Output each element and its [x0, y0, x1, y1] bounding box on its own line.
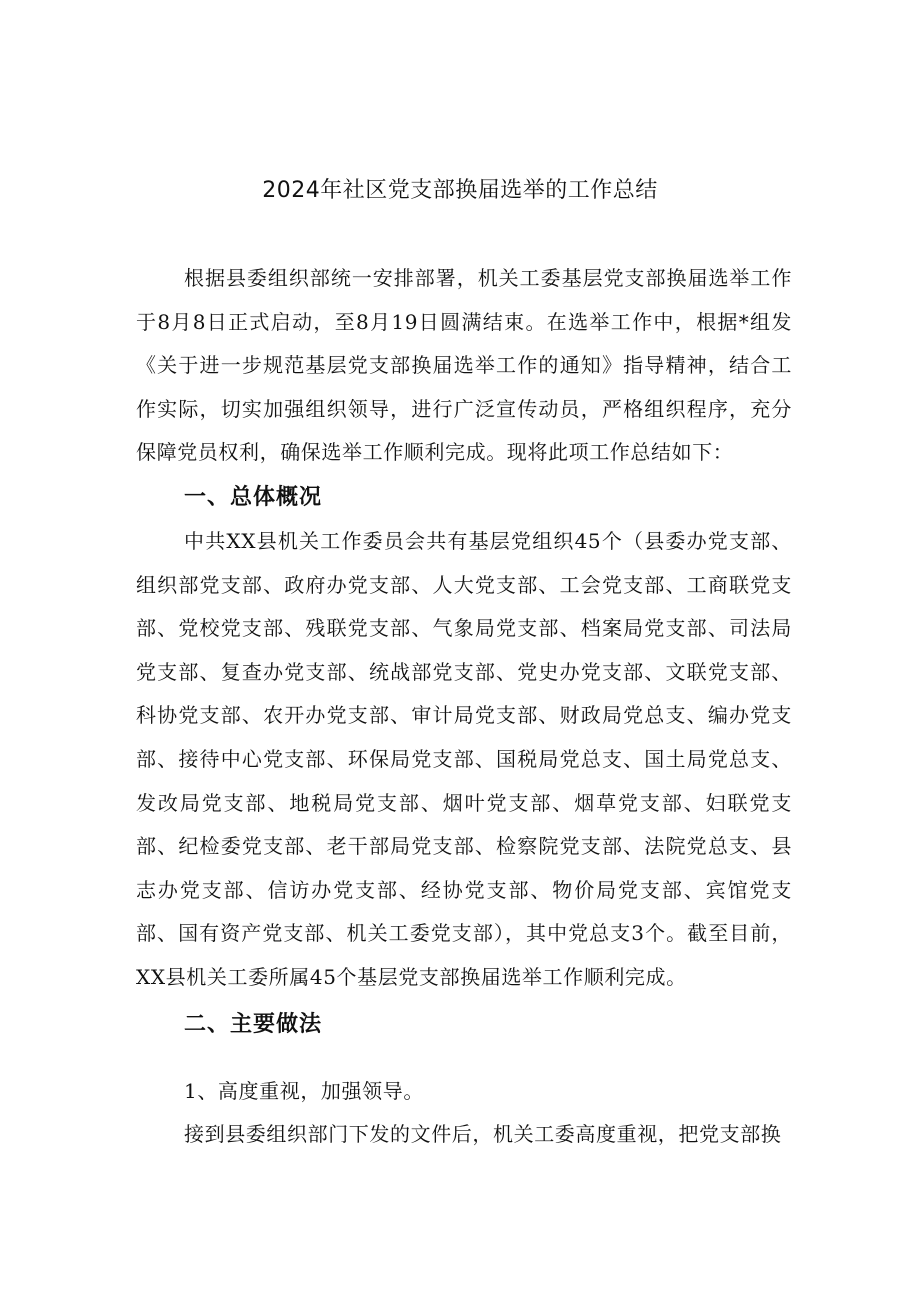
section-1-paragraph: 中共XX县机关工作委员会共有基层党组织45个（县委办党支部、组织部党支部、政府办党支部、人大党支部、工会党支部、工商联党支部、党校党支部、残联党支部、气象局党支部、档案局党支部、司法局党支部、复查办党支部、统战部党支部、党史办党支部、文联党支部、科协党支部、农开办党支部、审计局党支部、财政局党总支、编办党支部、接待中心党支部、环保局党支部、国税局党总支、国土局党总支、发改局党支部、地税局党支部、烟叶党支部、烟草党支部、妇联党支部、纪检委党支部、老干部局党支部、检察院党支部、法院党总支、县志办党支部、信访办党支部、经协党支部、物价局党支部、宾馆党支部、国有资产党支部、机关工委党支部），其中党总支3个。截至目前，XX县机关工委所属45个基层党支部换届选举工作顺利完成。: [136, 529, 792, 989]
intro-paragraph: 根据县委组织部统一安排部署，机关工委基层党支部换届选举工作于8月8日正式启动，至8月19日圆满结束。在选举工作中，根据*组发《关于进一步规范基层党支部换届选举工作的通知》指导精神，结合工作实际，切实加强组织领导，进行广泛宣传动员，严格组织程序，充分保障党员权利，确保选举工作顺利完成。现将此项工作总结如下：: [136, 266, 792, 465]
section-1-heading: 一、总体概况: [184, 485, 323, 510]
section-2-heading: 二、主要做法: [184, 1012, 323, 1037]
subsection-1-paragraph: 接到县委组织部门下发的文件后，机关工委高度重视，把党支部换: [184, 1122, 782, 1146]
document-title: 2024年社区党支部换届选举的工作总结: [262, 178, 658, 203]
subsection-1-heading: 1、高度重视，加强领导。: [184, 1079, 424, 1103]
